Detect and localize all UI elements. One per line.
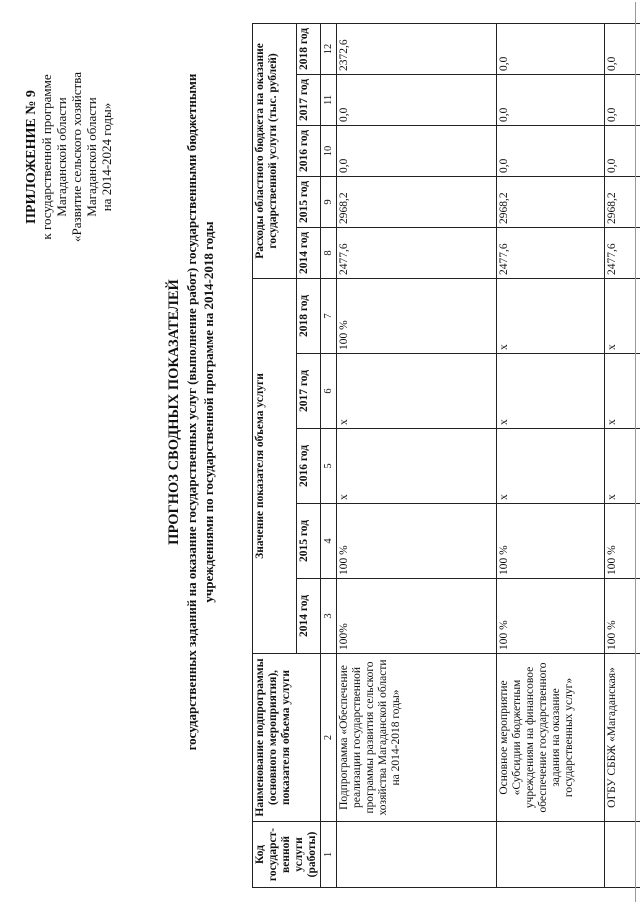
column-number: 5 bbox=[321, 429, 337, 504]
row-code bbox=[337, 822, 497, 888]
volume-value: 100 % bbox=[605, 504, 640, 579]
appendix-line: к государственной программе bbox=[39, 74, 54, 240]
header-year: 2014 год bbox=[296, 227, 320, 278]
header-year: 2014 год bbox=[296, 579, 320, 654]
column-number: 12 bbox=[321, 23, 337, 74]
expense-value: 0,0 bbox=[337, 125, 497, 176]
expense-value: 0,0 bbox=[337, 74, 497, 125]
page-bottom-rule bbox=[635, 2, 636, 902]
row-code bbox=[497, 822, 605, 888]
column-number: 6 bbox=[321, 354, 337, 429]
volume-value: 100 % bbox=[337, 278, 497, 353]
heading-title: ПРОГНОЗ СВОДНЫХ ПОКАЗАТЕЛЕЙ bbox=[166, 279, 182, 545]
row-name: ОГБУ СББЖ «Магаданская» bbox=[605, 654, 640, 822]
volume-value: х bbox=[497, 354, 605, 429]
appendix-line: «Развитие сельского хозяйства bbox=[69, 72, 84, 242]
row-name: Подпрограмма «Обеспечение реализации государственной программы развития сельского хозяйства Магаданской области на 2014-2018 годы» bbox=[337, 654, 497, 822]
appendix-line: Магаданской области bbox=[54, 97, 69, 217]
expense-value: 0,0 bbox=[605, 74, 640, 125]
column-number: 8 bbox=[321, 227, 337, 278]
appendix-line: на 2014-2024 годы» bbox=[99, 102, 114, 212]
column-number: 10 bbox=[321, 125, 337, 176]
expense-value: 0,0 bbox=[605, 23, 640, 74]
volume-value: х bbox=[337, 354, 497, 429]
column-number: 11 bbox=[321, 74, 337, 125]
header-year: 2015 год bbox=[296, 176, 320, 227]
header-year: 2017 год bbox=[296, 74, 320, 125]
column-number: 2 bbox=[321, 654, 337, 822]
table-row bbox=[497, 23, 605, 887]
expense-value: 0,0 bbox=[497, 74, 605, 125]
column-number: 7 bbox=[321, 278, 337, 353]
volume-value: х bbox=[497, 429, 605, 504]
document-heading bbox=[165, 42, 217, 782]
expense-value: 2968,2 bbox=[605, 176, 640, 227]
header-year: 2017 год bbox=[296, 354, 320, 429]
appendix-line: Магаданской области bbox=[84, 97, 99, 217]
table-row bbox=[337, 23, 497, 887]
expense-value: 2477,6 bbox=[605, 227, 640, 278]
volume-value: х bbox=[497, 278, 605, 353]
column-number: 9 bbox=[321, 176, 337, 227]
column-number: 3 bbox=[321, 579, 337, 654]
header-row-1 bbox=[253, 23, 297, 887]
header-expense-group: Расходы областного бюджета на оказание государственной услуги (тыс. рублей) bbox=[253, 23, 297, 278]
volume-value: 100 % bbox=[497, 579, 605, 654]
header-year: 2016 год bbox=[296, 429, 320, 504]
heading-subtitle-1: государственных заданий на оказание государственных услуг (выполнение работ) государственными бюджетными bbox=[184, 73, 199, 751]
header-year: 2018 год bbox=[296, 278, 320, 353]
volume-value: 100% bbox=[337, 579, 497, 654]
document-page bbox=[20, 12, 620, 892]
header-volume-group: Значение показателя объема услуги bbox=[253, 278, 297, 653]
header-year: 2015 год bbox=[296, 504, 320, 579]
header-code: Код государст-венной услуги (работы) bbox=[253, 822, 321, 888]
appendix-block bbox=[24, 12, 114, 302]
column-number-row bbox=[321, 23, 337, 887]
volume-value: х bbox=[605, 354, 640, 429]
volume-value: х bbox=[605, 429, 640, 504]
row-name: Основное мероприятие «Субсидии бюджетным учреждениям на финансовое обеспечение государственного задания на оказание государственных услуг» bbox=[497, 654, 605, 822]
header-name: Наименование подпрограммы (основного мероприятия), показателя объема услуги bbox=[253, 654, 321, 822]
expense-value: 2372,6 bbox=[337, 23, 497, 74]
volume-value: 100 % bbox=[605, 579, 640, 654]
volume-value: х bbox=[605, 278, 640, 353]
expense-value: 2968,2 bbox=[337, 176, 497, 227]
expense-value: 0,0 bbox=[497, 23, 605, 74]
volume-value: 100 % bbox=[497, 504, 605, 579]
heading-subtitle-2: учреждениями по государственной программе на 2014-2018 годы bbox=[201, 221, 216, 603]
expense-value: 2477,6 bbox=[337, 227, 497, 278]
volume-value: х bbox=[337, 429, 497, 504]
column-number: 1 bbox=[321, 822, 337, 888]
column-number: 4 bbox=[321, 504, 337, 579]
expense-value: 2477,6 bbox=[497, 227, 605, 278]
indicators-table bbox=[252, 23, 640, 888]
header-year: 2018 год bbox=[296, 23, 320, 74]
volume-value: 100 % bbox=[337, 504, 497, 579]
expense-value: 0,0 bbox=[497, 125, 605, 176]
expense-value: 0,0 bbox=[605, 125, 640, 176]
header-year: 2016 год bbox=[296, 125, 320, 176]
expense-value: 2968,2 bbox=[497, 176, 605, 227]
appendix-number: ПРИЛОЖЕНИЕ № 9 bbox=[24, 90, 39, 224]
